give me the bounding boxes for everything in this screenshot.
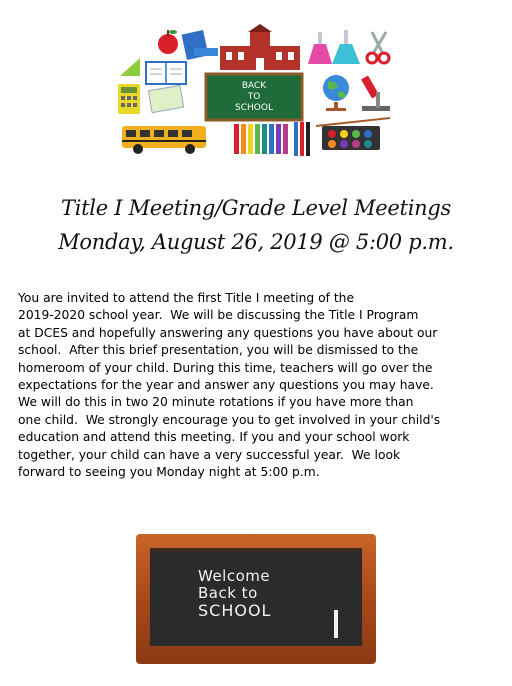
invitation-paragraph bbox=[18, 290, 496, 481]
calculator-icon bbox=[118, 84, 140, 114]
microscope-icon bbox=[361, 75, 390, 111]
paragraph-line: We will do this in two 20 minute rotations if you have more than bbox=[18, 395, 414, 410]
back-to-text: Back to bbox=[198, 584, 258, 602]
paragraph-line: one child. We strongly encourage you to get involved in your child's bbox=[18, 412, 441, 427]
paragraph-line: homeroom of your child. During this time, teachers will go over the bbox=[18, 360, 433, 375]
school-bus-icon bbox=[122, 126, 206, 154]
triangle-ruler-icon bbox=[120, 58, 140, 76]
flask-icon bbox=[308, 30, 360, 64]
meeting-title: Title I Meeting/Grade Level Meetings bbox=[61, 196, 451, 220]
paragraph-line: You are invited to attend the first Title I meeting of the bbox=[18, 291, 355, 305]
book-icon bbox=[182, 30, 218, 60]
apple-icon bbox=[158, 30, 178, 54]
back-to-school-clipart bbox=[110, 22, 400, 162]
paper-icon bbox=[148, 85, 183, 112]
chalk-icon bbox=[334, 610, 338, 638]
colored-pencils-icon bbox=[234, 124, 288, 154]
paragraph-line: education and attend this meeting. If you and your school work bbox=[18, 430, 410, 445]
paragraph-line: together, your child can have a very successful year. We look bbox=[18, 447, 401, 462]
paragraph-line: expectations for the year and answer any questions you may have. bbox=[18, 378, 434, 393]
scissors-icon bbox=[367, 32, 389, 63]
paint-set-icon bbox=[316, 118, 390, 150]
globe-icon bbox=[323, 75, 349, 111]
header-board-line-2: TO bbox=[247, 92, 261, 102]
meeting-date: Monday, August 26, 2019 @ 5:00 p.m. bbox=[58, 230, 454, 254]
welcome-text: Welcome bbox=[198, 567, 271, 585]
school-building-icon bbox=[220, 24, 300, 70]
header-board-line-1: BACK bbox=[241, 81, 267, 91]
paragraph-line: forward to seeing you Monday night at 5:00 p.m. bbox=[18, 465, 320, 480]
header-chalkboard bbox=[206, 74, 302, 120]
paragraph-line: school. After this brief presentation, you will be dismissed to the bbox=[18, 343, 419, 358]
pens-icon bbox=[294, 122, 310, 156]
paragraph-line: at DCES and hopefully answering any questions you have about our bbox=[18, 325, 438, 340]
school-text: SCHOOL bbox=[198, 601, 272, 620]
header-board-line-3: SCHOOL bbox=[235, 103, 273, 113]
paragraph-line: 2019-2020 school year. We will be discussing the Title I Program bbox=[18, 308, 419, 323]
notebook-icon bbox=[146, 62, 186, 84]
